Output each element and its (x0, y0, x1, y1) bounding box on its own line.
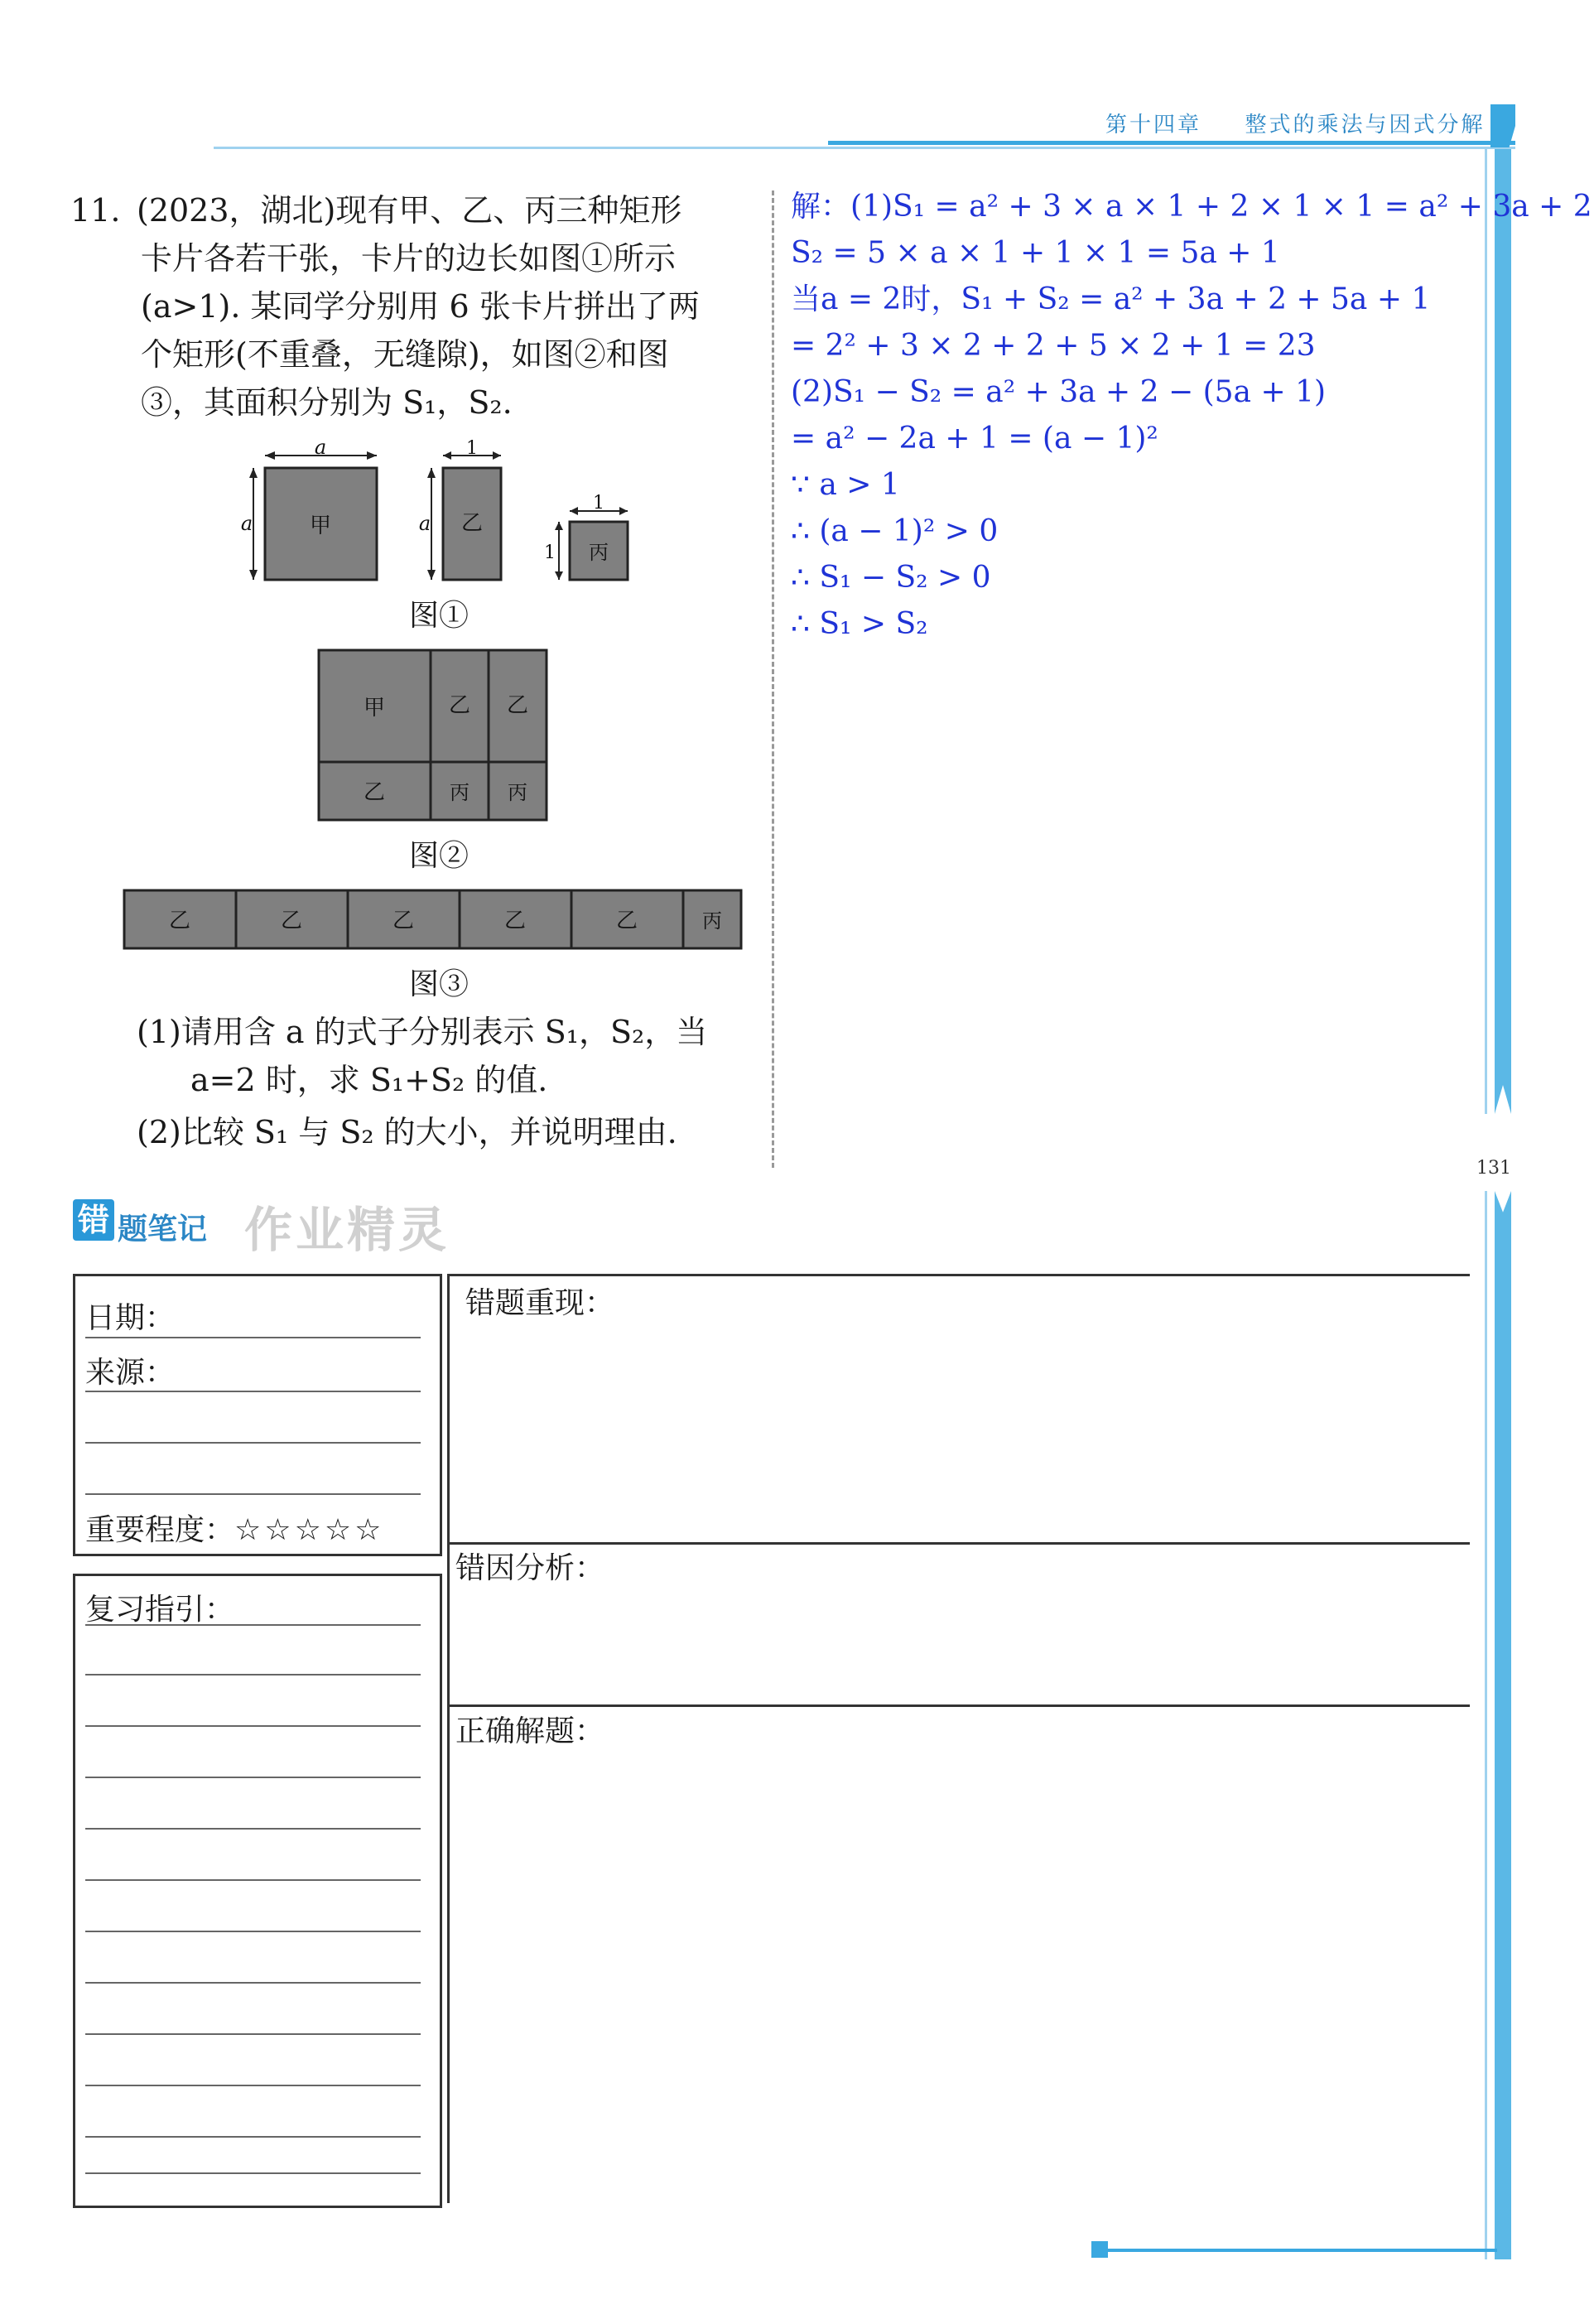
answer-line-8: ∴ (a − 1)² > 0 (791, 514, 999, 548)
review-line-7[interactable] (85, 1931, 421, 1932)
review-line-12[interactable] (85, 2172, 421, 2174)
reappear-area[interactable] (451, 1317, 1466, 1536)
info-box (73, 1274, 442, 1556)
answer-line-5: (2)S₁ − S₂ = a² + 3a + 2 − (5a + 1) (791, 375, 1327, 409)
answer-line-10: ∴ S₁ > S₂ (791, 607, 928, 641)
header-rule (828, 141, 1515, 145)
footer-rule (1108, 2249, 1497, 2252)
sub-question-2: (2)比较 S₁ 与 S₂ 的大小，并说明理由. (137, 1114, 677, 1150)
question-line-5: ③，其面积分别为 S₁，S₂. (141, 384, 513, 421)
notes-top-rule (447, 1274, 1470, 1276)
cause-label: 错因分析： (455, 1551, 605, 1585)
review-box (73, 1574, 442, 2208)
correct-rule (447, 1704, 1470, 1707)
fig2-yi-1: 乙 (448, 693, 471, 718)
card-jia-label: 甲 (309, 513, 332, 538)
figures (116, 439, 770, 1019)
notes-logo-text: 题笔记 (118, 1213, 208, 1246)
answer-block (791, 184, 1592, 648)
source-label: 来源： (85, 1356, 176, 1390)
dim-1-bing-top: 1 (593, 493, 604, 513)
figure-1-caption: 图① (408, 599, 470, 633)
fig3-yi-5: 乙 (615, 909, 638, 933)
question-text (70, 186, 749, 427)
date-line[interactable] (85, 1337, 421, 1338)
source-line-3[interactable] (85, 1493, 421, 1495)
figure-2 (319, 650, 547, 820)
importance-stars[interactable]: ☆☆☆☆☆ (234, 1513, 385, 1547)
figure-3-caption: 图③ (408, 967, 470, 1001)
correct-area[interactable] (451, 1748, 1466, 2195)
answer-line-1: 解：(1)S₁ = a² + 3 × a × 1 + 2 × 1 × 1 = a² + 3a + 2 (791, 190, 1592, 224)
fig3-yi-2: 乙 (280, 909, 303, 933)
fig2-bing-1: 丙 (450, 781, 470, 804)
date-label: 日期： (85, 1301, 176, 1335)
answer-line-3: 当a = 2时，S₁ + S₂ = a² + 3a + 2 + 5a + 1 (791, 282, 1431, 316)
fig2-bing-2: 丙 (508, 781, 527, 804)
review-line-10[interactable] (85, 2085, 421, 2086)
question-number: 11. (70, 192, 121, 229)
notes-logo-badge: 错 (73, 1199, 114, 1241)
dim-1-bing-left: 1 (544, 542, 556, 563)
review-line-4[interactable] (85, 1777, 421, 1778)
column-separator (772, 190, 774, 1168)
header-rule-thin (214, 147, 1515, 149)
page-number: 131 (1476, 1158, 1511, 1179)
dim-1-top: 1 (466, 439, 478, 459)
importance-row (85, 1507, 384, 1549)
answer-line-2: S₂ = 5 × a × 1 + 1 × 1 = 5a + 1 (791, 236, 1280, 270)
question-line-4: 个矩形(不重叠，无缝隙)，如图②和图 (141, 336, 669, 373)
fig3-bing: 丙 (702, 909, 722, 933)
header-chapter: 第十四章 (1105, 113, 1202, 137)
figure-3 (124, 890, 741, 948)
question-line-1: 11. (2023，湖北)现有甲、乙、丙三种矩形 (70, 186, 749, 234)
answer-line-9: ∴ S₁ − S₂ > 0 (791, 561, 991, 595)
source-line-2[interactable] (85, 1442, 421, 1444)
dim-a-yi: a (418, 512, 431, 535)
answer-line-4: = 2² + 3 × 2 + 2 + 5 × 2 + 1 = 23 (791, 329, 1316, 363)
fig2-yi-2: 乙 (506, 693, 529, 718)
question-line-2: 卡片各若干张，卡片的边长如图①所示 (141, 240, 677, 277)
margin-bar-line-bottom (1485, 1191, 1487, 2259)
question-line-3: (a>1). 某同学分别用 6 张卡片拼出了两 (141, 288, 700, 325)
fig3-yi-4: 乙 (503, 909, 527, 933)
figure-1 (241, 439, 628, 580)
answer-line-7: ∵ a > 1 (791, 468, 900, 502)
correct-label: 正确解题： (455, 1714, 605, 1748)
cause-area[interactable] (451, 1582, 1466, 1698)
header-title (1105, 108, 1486, 138)
review-line-11[interactable] (85, 2136, 421, 2138)
fig2-yi-3: 乙 (363, 780, 386, 805)
card-bing-label: 丙 (589, 541, 609, 564)
source-line[interactable] (85, 1391, 421, 1392)
fig3-yi-1: 乙 (168, 909, 191, 933)
fig2-jia: 甲 (363, 696, 386, 721)
review-line-1[interactable] (85, 1624, 421, 1626)
card-yi-label: 乙 (460, 511, 484, 536)
review-line-9[interactable] (85, 2033, 421, 2035)
reappear-label: 错题重现： (465, 1286, 615, 1320)
review-line-2[interactable] (85, 1674, 421, 1675)
figure-2-caption: 图② (408, 839, 470, 873)
review-line-8[interactable] (85, 1982, 421, 1984)
importance-label: 重要程度： (85, 1513, 235, 1547)
review-line-6[interactable] (85, 1879, 421, 1881)
dim-a-top: a (314, 439, 327, 459)
header-chapter-title: 整式的乘法与因式分解 (1245, 113, 1486, 137)
dim-a-left: a (240, 512, 253, 535)
fig3-yi-3: 乙 (392, 909, 415, 933)
review-label: 复习指引： (85, 1593, 235, 1627)
footer-square (1091, 2241, 1108, 2258)
notes-divider (447, 1274, 450, 2203)
answer-line-6: = a² − 2a + 1 = (a − 1)² (791, 422, 1158, 456)
margin-bar-bottom (1495, 1191, 1511, 2259)
review-line-3[interactable] (85, 1725, 421, 1727)
watermark: 作业精灵 (244, 1202, 450, 1258)
sub-question-1-line-1: (1)请用含 a 的式子分别表示 S₁，S₂，当 (137, 1014, 708, 1050)
sub-question-1-line-2: a=2 时，求 S₁+S₂ 的值. (190, 1062, 548, 1098)
review-line-5[interactable] (85, 1828, 421, 1830)
notes-logo (73, 1199, 207, 1248)
